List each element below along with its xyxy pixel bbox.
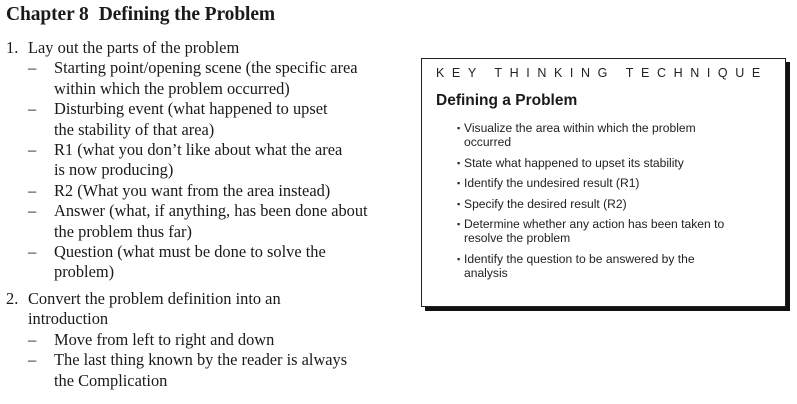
- outline-item-number: 2.: [6, 288, 19, 308]
- box-item-line: Identify the undesired result (R1): [464, 176, 640, 191]
- square-bullet-icon: ▪: [457, 198, 461, 209]
- subitem-line: Answer (what, if anything, has been done about: [54, 201, 368, 221]
- box-kicker: KEY THINKING TECHNIQUE: [436, 66, 768, 80]
- box-list-item: [458, 252, 776, 281]
- box-item-line: Visualize the area within which the problem: [464, 121, 696, 135]
- outline-subitem: [26, 58, 406, 99]
- subitem-line: Disturbing event (what happened to upset: [54, 99, 328, 119]
- outline-item-text-line: introduction: [28, 309, 109, 329]
- subitem-line: the stability of that area): [54, 119, 215, 139]
- box-item-line: analysis: [464, 266, 508, 281]
- outline-subitem: [26, 181, 406, 201]
- subitem-line: Move from left to right and down: [54, 329, 275, 349]
- outline-item-text-line: Convert the problem definition into an: [28, 288, 281, 308]
- dash-marker: –: [28, 140, 37, 160]
- chapter-heading: [6, 4, 275, 26]
- dash-marker: –: [28, 180, 37, 200]
- outline-item-number: 1.: [6, 38, 19, 57]
- outline: [6, 38, 406, 391]
- outline-sublist: [28, 58, 406, 282]
- square-bullet-icon: ▪: [457, 123, 461, 133]
- outline-subitem: [26, 99, 406, 140]
- square-bullet-icon: ▪: [457, 157, 461, 168]
- outline-item-1: [6, 38, 406, 283]
- subitem-line: the problem thus far): [54, 221, 192, 241]
- box-item-line: Identify the question to be answered by the: [464, 251, 695, 266]
- outline-subitem: [26, 201, 406, 242]
- box-list: [458, 121, 776, 287]
- chapter-label: Chapter 8: [6, 4, 89, 25]
- box-item-line: Determine whether any action has been taken to: [464, 217, 725, 232]
- subitem-line: R2 (What you want from the area instead): [54, 180, 331, 200]
- box-title: Defining a Problem: [436, 92, 578, 109]
- chapter-title: Defining the Problem: [98, 4, 276, 25]
- dash-marker: –: [28, 329, 37, 349]
- box-item-line: resolve the problem: [464, 231, 571, 246]
- square-bullet-icon: ▪: [457, 178, 461, 189]
- subitem-line: is now producing): [54, 160, 174, 180]
- dash-marker: –: [28, 242, 37, 262]
- outline-item-2: [6, 289, 406, 391]
- dash-marker: –: [28, 350, 37, 370]
- subitem-line: Starting point/opening scene (the specific area: [54, 58, 358, 78]
- dash-marker: –: [28, 58, 37, 78]
- subitem-line: problem): [54, 262, 115, 282]
- outline-subitem: [26, 350, 406, 391]
- box-item-line: Specify the desired result (R2): [464, 196, 627, 211]
- key-technique-box: [421, 58, 786, 307]
- box-list-item: [458, 176, 776, 190]
- square-bullet-icon: ▪: [457, 219, 461, 230]
- subitem-line: Question (what must be done to solve the: [54, 242, 326, 262]
- subitem-line: The last thing known by the reader is always: [54, 350, 348, 370]
- subitem-line: the Complication: [54, 370, 168, 390]
- outline-subitem: [26, 242, 406, 283]
- dash-marker: –: [28, 99, 37, 119]
- outline-item-text: Lay out the parts of the problem: [28, 38, 240, 57]
- outline-sublist: [28, 330, 406, 391]
- box-list-item: [458, 121, 776, 150]
- outline-subitem: [26, 330, 406, 350]
- subitem-line: within which the problem occurred): [54, 78, 290, 98]
- box-list-item: [458, 156, 776, 170]
- dash-marker: –: [28, 201, 37, 221]
- outline-subitem: [26, 140, 406, 181]
- box-item-line: occurred: [464, 135, 512, 150]
- subitem-line: R1 (what you don’t like about what the area: [54, 140, 343, 160]
- box-list-item: [458, 197, 776, 211]
- box-item-line: State what happened to upset its stability: [464, 155, 684, 170]
- box-list-item: [458, 217, 776, 246]
- square-bullet-icon: ▪: [457, 253, 461, 264]
